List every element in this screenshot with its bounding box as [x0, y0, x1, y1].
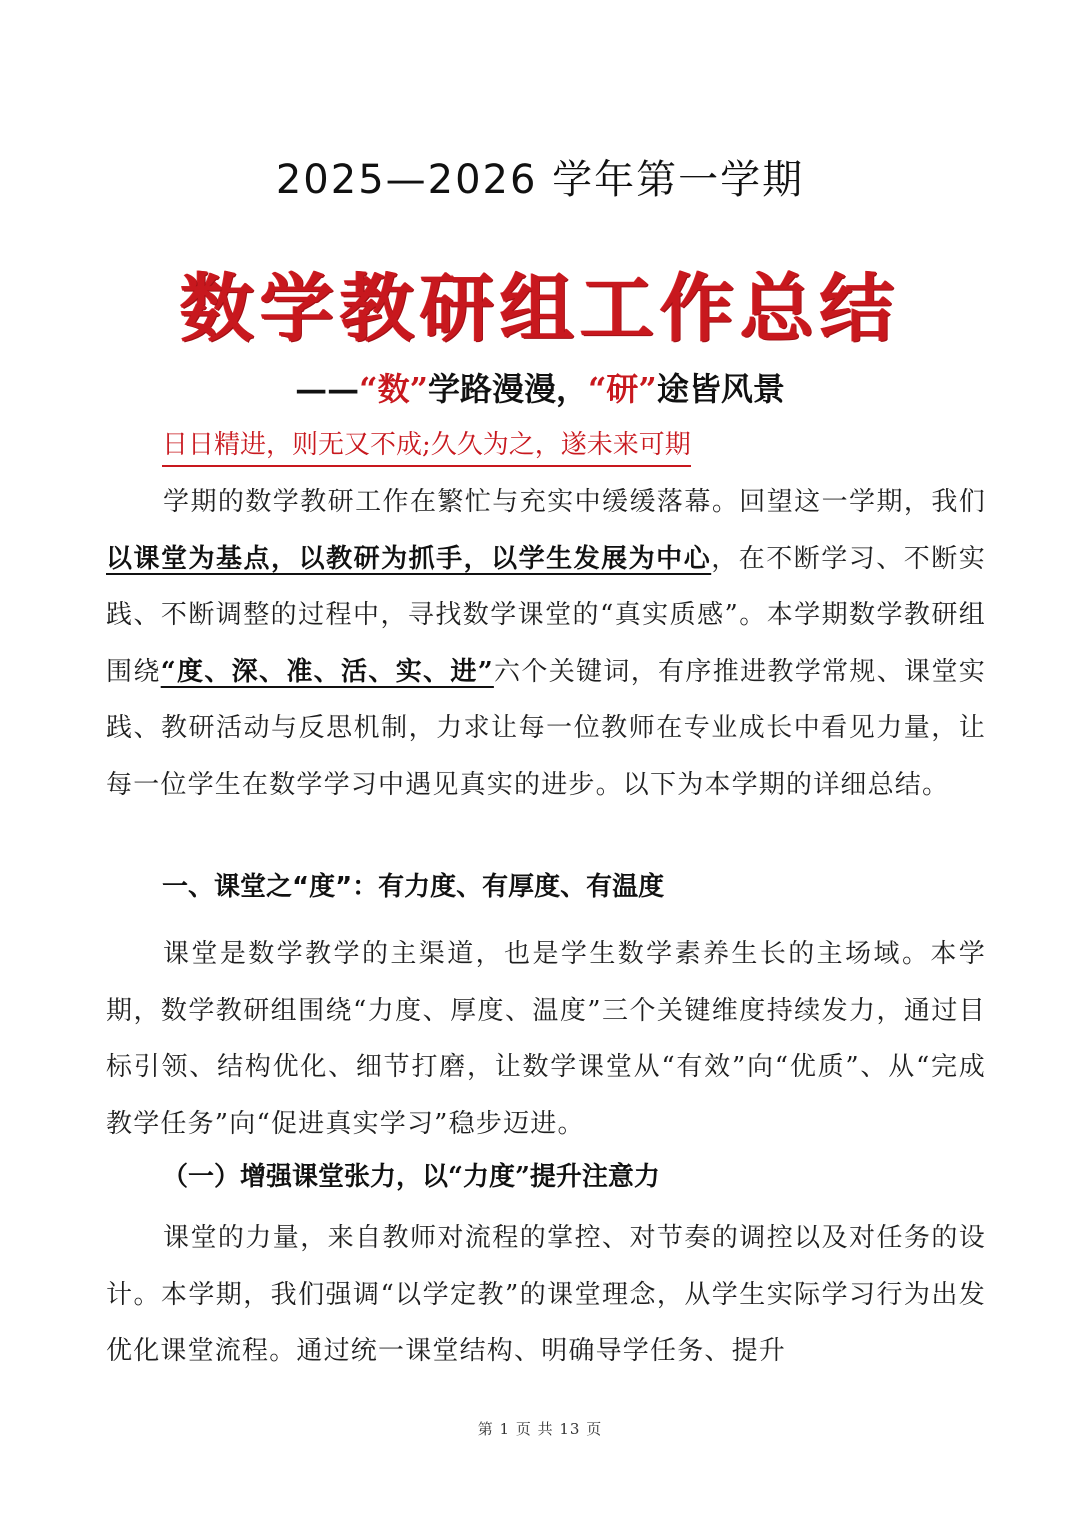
page-footer: 第 1 页 共 13 页 — [477, 1420, 603, 1438]
subtitle-dash: —— — [295, 370, 360, 408]
intro-text-2: ，在不断学习、不断实践、不断调整的过程中，寻找数学课堂的“真实质感”。本学期数学教研组围绕 — [106, 543, 986, 687]
subtitle-quote-close-2: ” — [638, 370, 657, 408]
subtitle-quote-open-2: “ — [588, 370, 607, 408]
intro-underline-1: 以课堂为基点，以教研为抓手，以学生发展为中心 — [106, 543, 712, 574]
subtitle-mid: 学路漫漫， — [427, 370, 588, 408]
subtitle-quote-close-1: ” — [409, 370, 428, 408]
section-1-paragraph: 课堂是数学教学的主渠道，也是学生数学素养生长的主场域。本学期，数学教研组围绕“力度、厚度、温度”三个关键维度持续发力，通过目标引领、结构优化、细节打磨，让数学课堂从“有效”向“优质”、从“完成教学任务”向“促进真实学习”稳步迈进。 — [106, 939, 986, 1139]
intro-text-3: 六个关键词，有序推进教学常规、课堂实践、教研活动与反思机制，力求让每一位教师在专业成长中看见力量，让每一位学生在数学学习中遇见真实的进步。以下为本学期的详细总结。 — [106, 656, 986, 800]
subtitle — [0, 364, 1080, 410]
section-heading-1: 一、课堂之“度”：有力度、有厚度、有温度 — [162, 872, 665, 902]
subsection-1-paragraph: 课堂的力量，来自教师对流程的掌控、对节奏的调控以及对任务的设计。本学期，我们强调“以学定教”的课堂理念，从学生实际学习行为出发优化课堂流程。通过统一课堂结构、明确导学任务、提升 — [106, 1223, 986, 1367]
subtitle-tail: 途皆风景 — [656, 370, 785, 408]
subtitle-keyword-2: 研 — [606, 370, 639, 408]
term-title: 2025—2026 学年第一学期 — [275, 157, 805, 203]
subtitle-keyword-1: 数 — [377, 370, 410, 408]
intro-text-1: 学期的数学教研工作在繁忙与充实中缓缓落幕。回望这一学期，我们 — [163, 487, 986, 517]
subsection-heading-1: （一）增强课堂张力，以“力度”提升注意力 — [162, 1162, 660, 1192]
motto: 日日精进，则无又不成;久久为之，遂未来可期 — [162, 424, 691, 467]
main-title: 数学教研组工作总结 — [180, 266, 900, 352]
intro-underline-2: “度、深、准、活、实、进” — [160, 656, 494, 687]
subtitle-quote-open-1: “ — [359, 370, 378, 408]
intro-paragraph — [106, 474, 986, 814]
